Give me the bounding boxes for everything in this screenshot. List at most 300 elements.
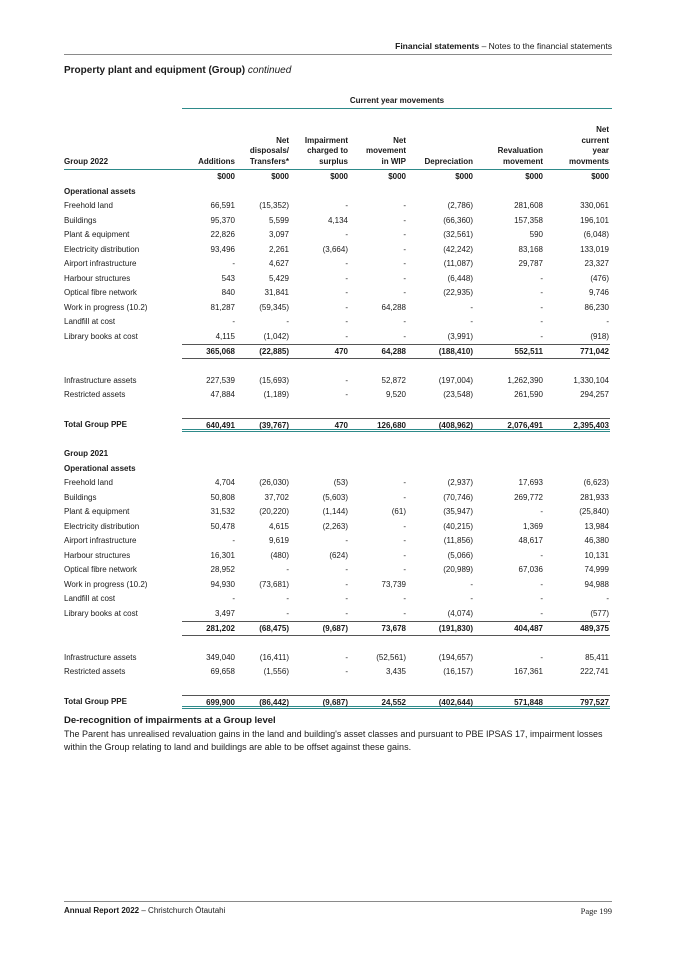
table-cell: 86,230: [584, 302, 609, 312]
page-footer: [64, 901, 612, 916]
table-cell: 1,330,104: [573, 375, 609, 385]
table-cell: [349, 447, 407, 462]
table-cell: (6,623): [583, 478, 609, 487]
ppe-movements-table: [64, 94, 612, 709]
units-row: [64, 170, 612, 185]
table-cell: (15,693): [259, 375, 289, 385]
super-header-row: [64, 94, 612, 110]
table-cell: -: [286, 594, 289, 603]
table-cell: 349,040: [206, 652, 235, 662]
table-cell: 31,532: [210, 507, 235, 516]
table-cell: [236, 185, 290, 200]
table-cell: -: [345, 259, 348, 268]
row-label: Plant & equipment: [64, 230, 130, 239]
unit-label: $000: [330, 172, 348, 181]
table-cell: -: [345, 608, 348, 618]
table-cell: [474, 447, 544, 462]
page-header: [64, 41, 612, 55]
note-text: The Parent has unrealised revaluation gains in the land and building's asset classes and pursuant to PBE IPSAS 17, impairment losses within the Group relating to land and buildings are able to be offset against these gains.: [64, 729, 603, 752]
table-cell: 47,884: [210, 390, 235, 399]
table-cell: -: [232, 536, 235, 545]
column-header-line: current: [581, 135, 609, 145]
table-cell: -: [470, 302, 473, 312]
table-cell: 73,678: [349, 621, 407, 636]
column-header-line: disposals/: [249, 146, 289, 155]
section-title-suffix: continued: [247, 65, 292, 76]
table-cell: -: [286, 565, 289, 574]
table-cell: 85,411: [585, 652, 609, 662]
table-cell: 294,257: [580, 390, 609, 399]
header-subsection: – Notes to the financial statements: [479, 41, 612, 51]
row-label: Landfill at cost: [64, 317, 116, 326]
table-cell: (22,885): [236, 344, 290, 359]
unit-label: $000: [591, 172, 609, 181]
table-cell: (22,935): [443, 288, 473, 297]
table-cell: -: [345, 201, 348, 210]
table-cell: 23,327: [584, 259, 609, 268]
row-label: Electricity distribution: [64, 521, 140, 531]
table-row: [64, 651, 612, 666]
row-label: Restricted assets: [64, 667, 126, 676]
table-row: [64, 330, 612, 345]
spacer-row: [64, 403, 612, 418]
table-cell: -: [403, 565, 406, 574]
table-cell: -: [540, 317, 543, 326]
table-cell: 489,375: [544, 621, 610, 636]
row-label: Optical fibre network: [64, 565, 137, 574]
table-cell: -: [403, 230, 406, 239]
table-cell: (15,352): [259, 201, 289, 210]
table-row: [64, 214, 612, 229]
table-cell: 74,999: [584, 565, 609, 574]
row-label: Freehold land: [64, 201, 113, 210]
table-cell: (66,360): [443, 215, 473, 225]
table-cell: [349, 462, 407, 477]
table-cell: -: [540, 273, 543, 283]
table-cell: (16,411): [259, 652, 289, 662]
table-cell: [182, 447, 236, 462]
table-cell: (73,681): [259, 579, 289, 589]
table-cell: -: [403, 608, 406, 618]
table-cell: 24,552: [349, 695, 407, 710]
table-cell: 222,741: [580, 667, 609, 676]
table-cell: 543: [221, 273, 235, 283]
table-cell: 126,680: [349, 418, 407, 433]
table-cell: 590: [529, 230, 543, 239]
table-cell: (11,087): [443, 259, 473, 268]
table-cell: 50,808: [210, 492, 235, 502]
table-cell: -: [606, 317, 609, 326]
table-cell: -: [540, 608, 543, 618]
table-row: [64, 257, 612, 272]
table-cell: -: [540, 331, 543, 341]
table-cell: 470: [290, 344, 349, 359]
row-label: Freehold land: [64, 478, 113, 487]
table-cell: 771,042: [544, 344, 610, 359]
table-row: [64, 243, 612, 258]
table-cell: 67,036: [518, 565, 543, 574]
column-header-line: year: [592, 146, 609, 155]
table-cell: -: [540, 652, 543, 662]
table-cell: (5,066): [447, 550, 473, 560]
table-cell: 94,988: [584, 579, 609, 589]
table-row: [64, 228, 612, 243]
table-cell: 2,395,403: [544, 418, 610, 433]
table-cell: 4,115: [215, 331, 235, 341]
table-cell: 64,288: [381, 302, 406, 312]
column-header-line: Revaluation: [497, 146, 543, 155]
table-cell: (52,561): [376, 652, 406, 662]
table-cell: 22,826: [210, 230, 235, 239]
table-cell: 640,491: [182, 418, 236, 433]
table-cell: (2,263): [322, 521, 348, 531]
row-label: Airport infrastructure: [64, 536, 137, 545]
row-label: Airport infrastructure: [64, 259, 137, 268]
table-cell: (3,664): [322, 244, 348, 254]
table-cell: -: [470, 317, 473, 326]
table-cell: -: [403, 317, 406, 326]
table-cell: -: [345, 594, 348, 603]
unit-label: $000: [217, 172, 235, 181]
table-cell: -: [232, 259, 235, 268]
table-cell: (86,442): [236, 695, 290, 710]
table-cell: 95,370: [210, 215, 235, 225]
table-cell: -: [403, 259, 406, 268]
table-cell: (26,030): [259, 478, 289, 487]
table-cell: -: [403, 478, 406, 487]
column-header-line: charged to: [307, 146, 348, 155]
table-row: [64, 388, 612, 403]
table-cell: (3,991): [447, 331, 473, 341]
spacer-row: [64, 359, 612, 374]
table-cell: (59,345): [259, 302, 289, 312]
table-cell: (1,042): [263, 331, 289, 341]
table-cell: -: [403, 273, 406, 283]
table-cell: (53): [333, 478, 348, 487]
table-row: [64, 301, 612, 316]
table-cell: (402,644): [407, 695, 474, 710]
table-cell: 365,068: [182, 344, 236, 359]
spacer-row: [64, 680, 612, 695]
table-cell: -: [403, 550, 406, 560]
row-label: Work in progress (10.2): [64, 579, 148, 589]
table-cell: 470: [290, 418, 349, 433]
table-cell: 269,772: [514, 492, 543, 502]
table-cell: 281,608: [514, 201, 543, 210]
table-cell: [544, 447, 610, 462]
table-cell: 9,746: [588, 288, 609, 297]
table-cell: 13,984: [584, 521, 609, 531]
table-row: [64, 665, 612, 680]
table-cell: -: [345, 288, 348, 297]
table-cell: 3,497: [214, 608, 235, 618]
unit-label: $000: [525, 172, 543, 181]
table-cell: -: [470, 594, 473, 603]
column-header: [64, 110, 182, 170]
table-cell: 1,262,390: [507, 375, 543, 385]
row-label: Library books at cost: [64, 608, 138, 618]
table-cell: -: [286, 317, 289, 326]
column-header-line: surplus: [319, 156, 348, 166]
table-cell: (408,962): [407, 418, 474, 433]
table-cell: 50,478: [210, 521, 235, 531]
table-cell: -: [345, 230, 348, 239]
table-row: [64, 578, 612, 593]
table-cell: -: [403, 521, 406, 531]
table-cell: (68,475): [236, 621, 290, 636]
table-cell: (1,144): [322, 507, 348, 516]
column-header: [474, 110, 544, 170]
table-cell: -: [540, 594, 543, 603]
row-label: Group 2021: [64, 449, 109, 458]
table-row: [64, 272, 612, 287]
table-cell: 37,702: [264, 492, 289, 502]
table-cell: [544, 185, 610, 200]
row-label: Buildings: [64, 492, 97, 502]
table-cell: 261,590: [514, 390, 543, 399]
table-cell: 94,930: [210, 579, 235, 589]
footer-report-title: Annual Report 2022: [64, 906, 140, 915]
table-cell: -: [403, 201, 406, 210]
table-cell: [236, 462, 290, 477]
table-cell: -: [403, 536, 406, 545]
table-row: [64, 185, 612, 200]
row-label: [64, 344, 182, 359]
table-row: [64, 563, 612, 578]
table-cell: 157,358: [514, 215, 543, 225]
table-cell: -: [403, 331, 406, 341]
table-cell: -: [403, 215, 406, 225]
table-cell: [290, 447, 349, 462]
row-label: Buildings: [64, 215, 97, 225]
table-cell: (6,448): [447, 273, 473, 283]
table-cell: [182, 462, 236, 477]
subtotal-row: [64, 344, 612, 359]
column-header-line: Additions: [198, 156, 235, 166]
table-cell: -: [345, 331, 348, 341]
row-label: Work in progress (10.2): [64, 302, 148, 312]
table-cell: [474, 185, 544, 200]
table-cell: 281,933: [580, 492, 609, 502]
table-cell: -: [232, 594, 235, 603]
table-cell: 4,627: [268, 259, 289, 268]
table-cell: (2,937): [447, 478, 473, 487]
table-cell: 4,134: [327, 215, 348, 225]
table-cell: -: [403, 288, 406, 297]
unit-label: $000: [455, 172, 473, 181]
column-header: [407, 110, 474, 170]
table-cell: 83,168: [518, 244, 543, 254]
table-cell: 3,097: [268, 230, 289, 239]
table-cell: (39,767): [236, 418, 290, 433]
table-cell: -: [345, 536, 348, 545]
table-cell: [290, 185, 349, 200]
table-cell: 69,658: [210, 667, 235, 676]
row-label: Plant & equipment: [64, 507, 130, 516]
table-cell: 5,599: [268, 215, 289, 225]
table-cell: [236, 447, 290, 462]
table-cell: 9,520: [385, 390, 406, 399]
table-cell: (188,410): [407, 344, 474, 359]
total-row: [64, 418, 612, 433]
table-cell: [407, 447, 474, 462]
table-cell: 81,287: [210, 302, 235, 312]
table-cell: 66,591: [210, 201, 235, 210]
table-cell: (6,048): [583, 230, 609, 239]
table-cell: -: [345, 652, 348, 662]
table-cell: (42,242): [443, 244, 473, 254]
table-cell: -: [540, 550, 543, 560]
table-cell: -: [540, 507, 543, 516]
table-cell: 10,131: [584, 550, 609, 560]
table-row: [64, 447, 612, 462]
table-cell: 404,487: [474, 621, 544, 636]
table-cell: 167,361: [514, 667, 543, 676]
column-header-row: [64, 110, 612, 170]
page-number: Page 199: [580, 906, 612, 916]
table-cell: 281,202: [182, 621, 236, 636]
row-label: Optical fibre network: [64, 288, 137, 297]
column-header: [290, 110, 349, 170]
row-label: Operational assets: [64, 463, 136, 473]
table-cell: -: [345, 565, 348, 574]
table-cell: 48,617: [518, 536, 543, 545]
footer-report-city: – Christchurch Ōtautahi: [139, 906, 226, 915]
table-cell: 73,739: [381, 579, 406, 589]
table-row: [64, 315, 612, 330]
table-cell: [290, 462, 349, 477]
table-cell: 196,101: [580, 215, 609, 225]
table-cell: -: [540, 288, 543, 297]
table-cell: -: [286, 608, 289, 618]
table-cell: -: [606, 594, 609, 603]
table-cell: 552,511: [474, 344, 544, 359]
table-cell: 64,288: [349, 344, 407, 359]
table-cell: (20,989): [443, 565, 473, 574]
table-cell: 2,261: [268, 244, 289, 254]
table-cell: (70,746): [443, 492, 473, 502]
unit-label: $000: [271, 172, 289, 181]
table-cell: -: [345, 375, 348, 385]
row-label: Operational assets: [64, 186, 136, 196]
table-row: [64, 199, 612, 214]
column-header: [182, 110, 236, 170]
table-cell: (20,220): [259, 507, 289, 516]
table-cell: -: [540, 579, 543, 589]
table-cell: [544, 462, 610, 477]
column-header: [236, 110, 290, 170]
table-row: [64, 491, 612, 506]
table-cell: (2,786): [447, 201, 473, 210]
row-label: Total Group PPE: [64, 419, 127, 429]
table-body: [64, 185, 612, 710]
table-row: [64, 286, 612, 301]
table-cell: (476): [590, 273, 609, 283]
table-cell: (197,004): [438, 375, 473, 385]
table-cell: 797,527: [544, 695, 610, 710]
section-title: [64, 65, 291, 76]
column-header-line: movement: [502, 156, 543, 166]
table-cell: 31,841: [264, 288, 289, 297]
table-cell: (40,215): [443, 521, 473, 531]
table-cell: 133,019: [580, 244, 609, 254]
row-label: Landfill at cost: [64, 594, 116, 603]
spacer-row: [64, 432, 612, 447]
note-title: De-recognition of impairments at a Group level: [64, 715, 276, 726]
table-cell: [407, 185, 474, 200]
row-label: [64, 621, 182, 636]
table-cell: 4,615: [268, 521, 289, 531]
column-header-line: Net: [393, 135, 406, 145]
table-cell: 9,619: [268, 536, 289, 545]
column-header-line: movement: [365, 146, 406, 155]
table-cell: (624): [329, 550, 348, 560]
table-cell: (9,687): [290, 695, 349, 710]
table-cell: (577): [590, 608, 609, 618]
table-row: [64, 549, 612, 564]
table-row: [64, 462, 612, 477]
footer-report-name: [64, 906, 225, 916]
total-row: [64, 695, 612, 710]
row-label: Total Group PPE: [64, 696, 127, 706]
table-row: [64, 520, 612, 535]
table-cell: [349, 185, 407, 200]
table-cell: (16,157): [443, 667, 473, 676]
row-label: Infrastructure assets: [64, 375, 137, 385]
table-cell: 2,076,491: [474, 418, 544, 433]
column-header-line: Depreciation: [424, 156, 473, 166]
table-cell: -: [403, 244, 406, 254]
column-header: [544, 110, 610, 170]
column-header-line: Group 2022: [64, 156, 109, 166]
table-cell: (61): [391, 507, 406, 516]
table-cell: (1,189): [263, 390, 289, 399]
table-cell: 1,369: [522, 521, 543, 531]
table-cell: -: [345, 579, 348, 589]
table-cell: -: [470, 579, 473, 589]
table-row: [64, 534, 612, 549]
column-header-line: Net: [276, 135, 289, 145]
table-cell: (191,830): [407, 621, 474, 636]
table-cell: (480): [270, 550, 289, 560]
row-label: Harbour structures: [64, 550, 131, 560]
table-cell: -: [540, 302, 543, 312]
table-cell: 28,952: [210, 565, 235, 574]
table-cell: (194,657): [438, 652, 473, 662]
table-cell: (5,603): [322, 492, 348, 502]
unit-label: $000: [388, 172, 406, 181]
table-cell: [182, 185, 236, 200]
column-header-line: Net: [596, 125, 609, 134]
table-row: [64, 592, 612, 607]
table-cell: -: [345, 390, 348, 399]
column-header-line: movments: [568, 156, 609, 166]
spacer-row: [64, 636, 612, 651]
units-label: [64, 170, 182, 185]
table-cell: (9,687): [290, 621, 349, 636]
table-cell: 571,848: [474, 695, 544, 710]
table-cell: -: [345, 302, 348, 312]
table-cell: -: [345, 273, 348, 283]
table-cell: (25,840): [579, 507, 609, 516]
row-label: Electricity distribution: [64, 244, 140, 254]
table-cell: 29,787: [518, 259, 543, 268]
column-header-line: Impairment: [304, 135, 348, 145]
super-header: Current year movements: [182, 94, 612, 109]
row-label: Harbour structures: [64, 273, 131, 283]
section-title-main: Property plant and equipment (Group): [64, 65, 248, 76]
header-section: Financial statements: [395, 41, 480, 51]
